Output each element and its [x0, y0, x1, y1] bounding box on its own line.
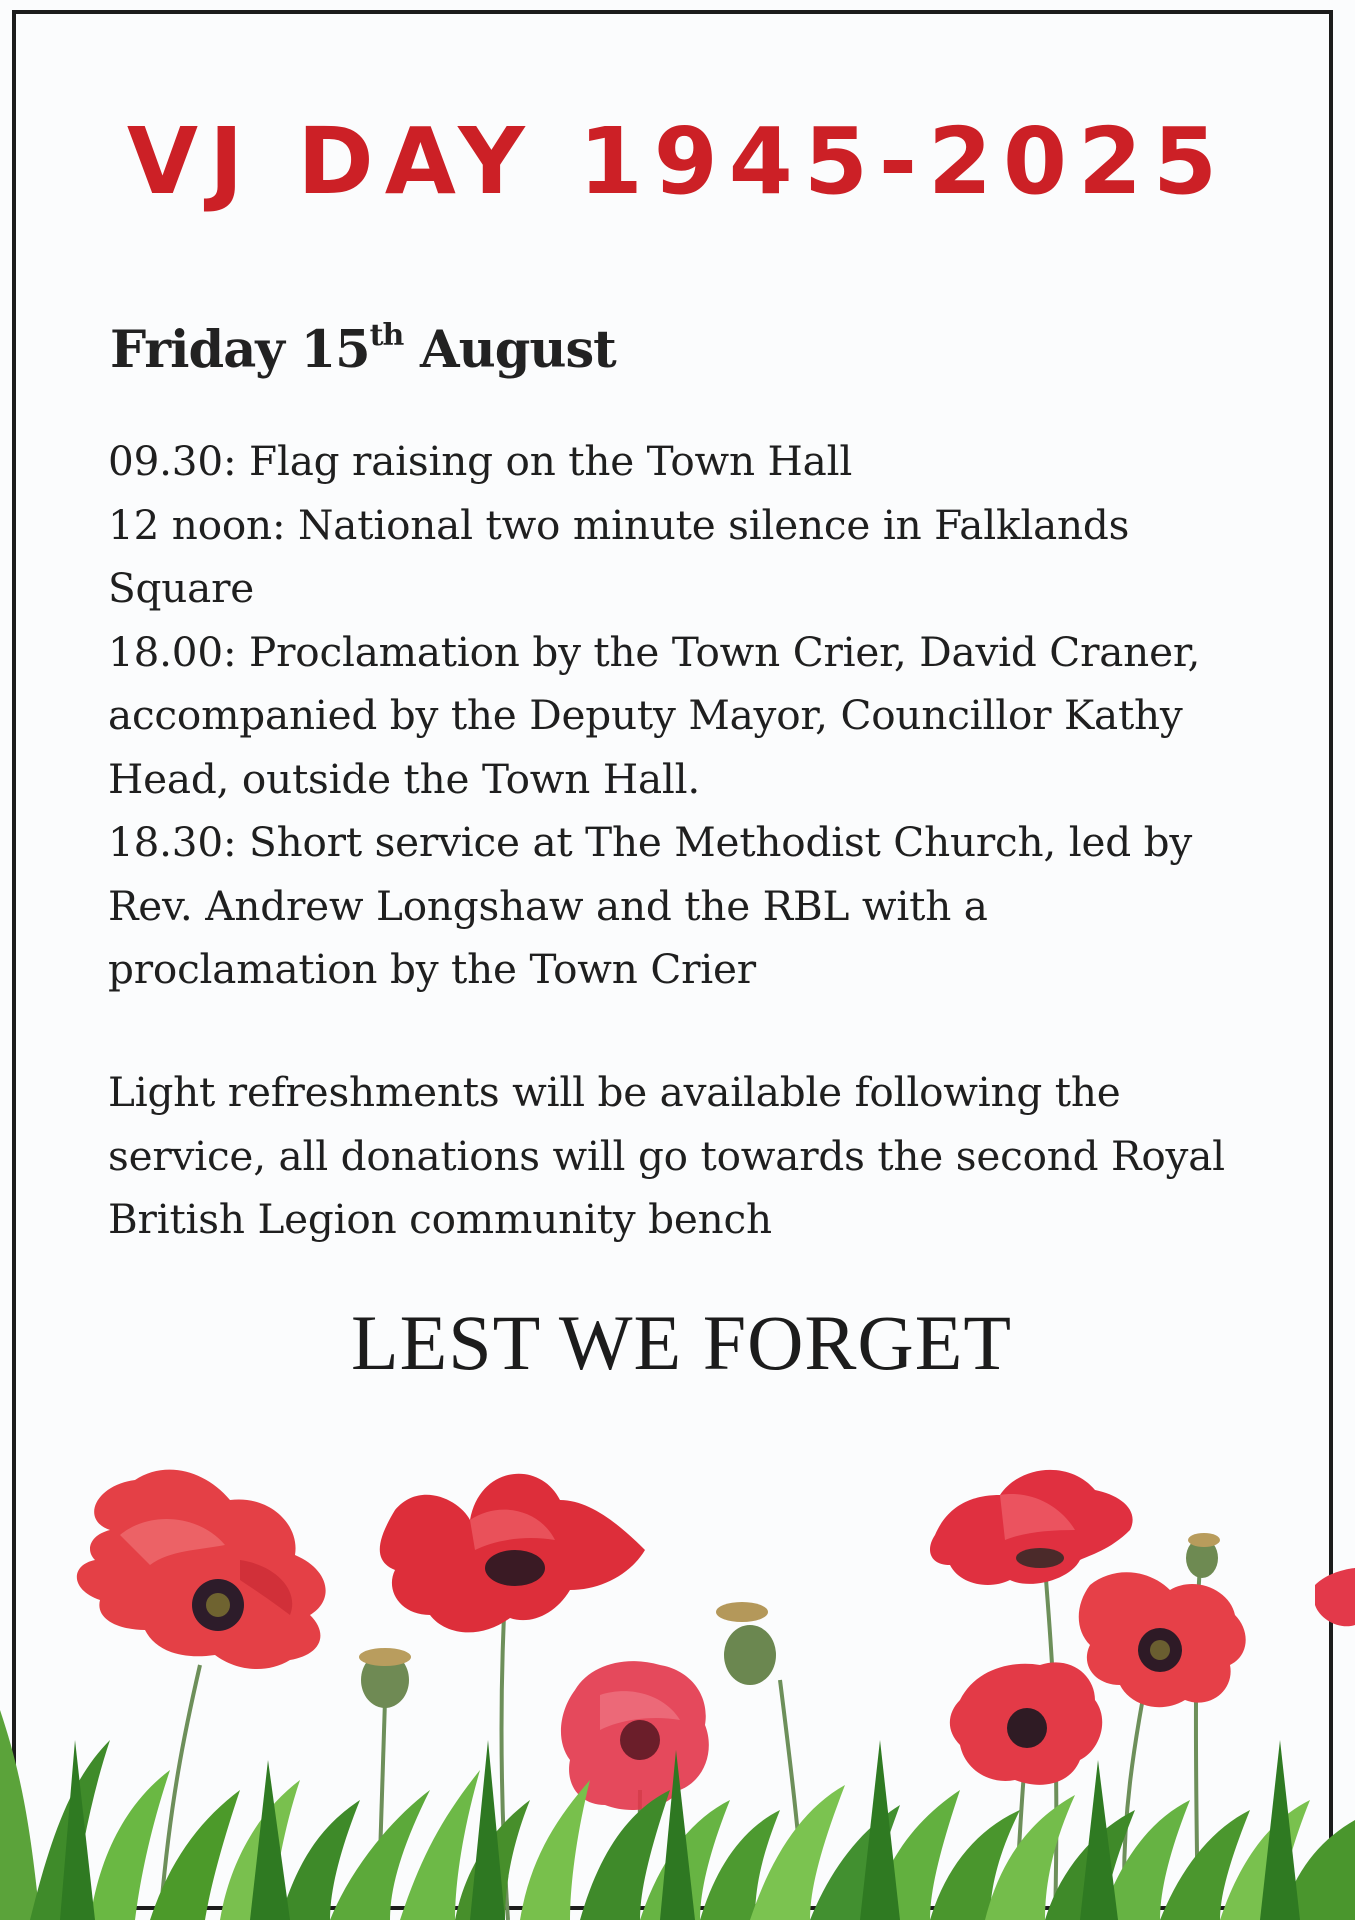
schedule-item-silence: 12 noon: National two minute silence in Falklands Square	[108, 500, 1130, 612]
poster-title: VJ DAY 1945-2025	[126, 108, 1229, 215]
event-schedule	[108, 430, 1238, 1002]
schedule-item-flag-raising: 09.30: Flag raising on the Town Hall	[108, 437, 853, 485]
date-suffix: August	[403, 320, 616, 380]
poppy-flower-icon	[77, 1470, 326, 1669]
poppy-flower-icon	[1315, 1568, 1355, 1626]
poppy-flower-icon	[1079, 1572, 1246, 1707]
date-prefix: Friday 15	[110, 320, 370, 380]
schedule-item-service: 18.30: Short service at The Methodist Church, led by Rev. Andrew Longshaw and the RBL with a proclamation by the Town Crier	[108, 818, 1193, 993]
poppy-illustration	[0, 1440, 1355, 1920]
poppy-seed-pod-icon	[1186, 1533, 1220, 1578]
poppy-seed-pod-icon	[359, 1648, 411, 1708]
date-ordinal: th	[369, 318, 404, 353]
poppy-seed-pod-icon	[716, 1602, 776, 1685]
refreshments-notice: Light refreshments will be available following the service, all donations will go towards the second Royal British Legion community bench	[108, 1068, 1225, 1243]
poppy-flower-icon	[930, 1470, 1133, 1585]
schedule-item-proclamation: 18.00: Proclamation by the Town Crier, David Craner, accompanied by the Deputy Mayor, Councillor Kathy Head, outside the Town Hall.	[108, 627, 1201, 803]
closing-line: LEST WE FORGET	[350, 1299, 1013, 1386]
poppy-flower-icon	[380, 1474, 645, 1633]
poppy-flower-icon	[561, 1661, 709, 1810]
poppy-flower-icon	[950, 1662, 1102, 1784]
event-date	[110, 320, 616, 380]
